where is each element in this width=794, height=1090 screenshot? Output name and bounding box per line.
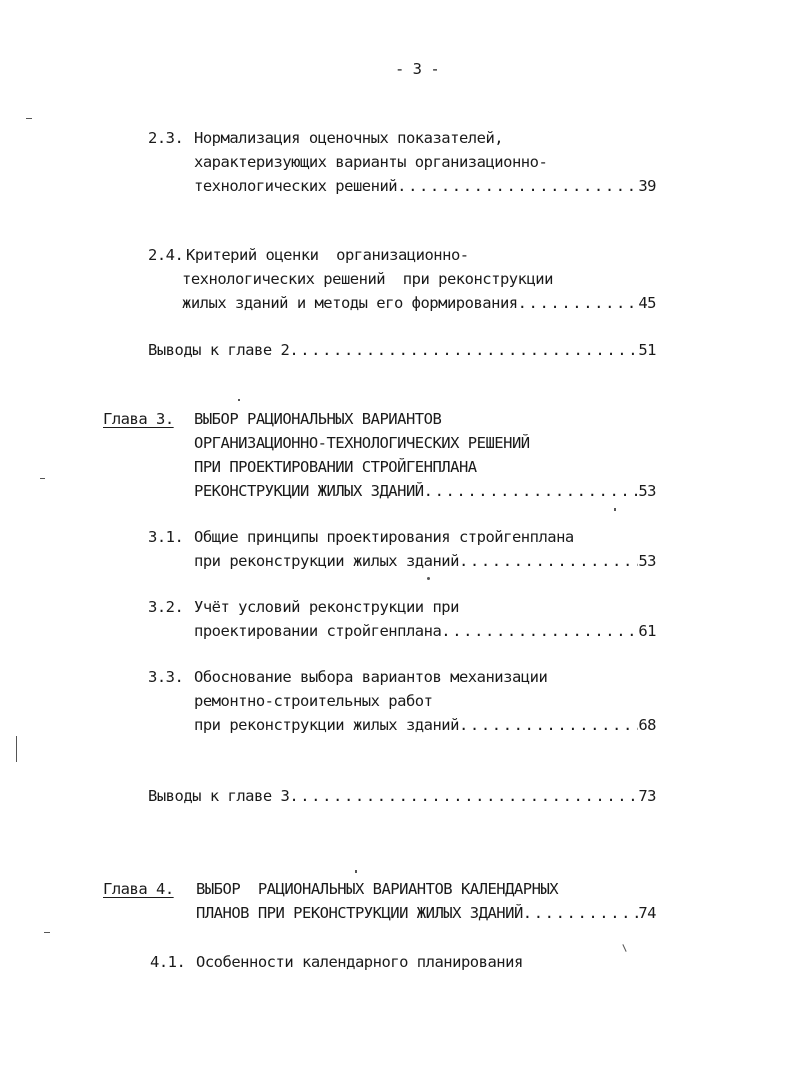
scan-mark [622, 944, 626, 952]
toc-title-2-4-line-1: Критерий оценки организационно- [186, 246, 469, 264]
toc-title-2-3-line-1: Нормализация оценочных показателей, [194, 129, 504, 147]
toc-number-2-3: 2.3. [148, 129, 184, 147]
toc-entry-3-2-last-line[interactable] [194, 624, 656, 640]
toc-title-2-3-line-2: характеризующих варианты организационно- [194, 153, 548, 171]
scan-mark [614, 508, 616, 511]
toc-chapter-3-line-3: ПРИ ПРОЕКТИРОВАНИИ СТРОЙГЕНПЛАНА [194, 458, 477, 476]
dot-leader [459, 718, 638, 734]
scan-mark [427, 577, 430, 580]
toc-number-3-2: 3.2. [148, 598, 184, 616]
toc-number-4-1: 4.1. [150, 953, 186, 971]
dot-leader [289, 343, 638, 359]
toc-page-3-2: 61 [638, 622, 656, 640]
toc-entry-2-3-last-line[interactable] [194, 179, 656, 195]
toc-page-2-3: 39 [638, 177, 656, 195]
scan-mark [44, 932, 50, 933]
dot-leader [523, 906, 639, 922]
scan-mark [16, 736, 17, 762]
toc-page-2-4: 45 [638, 294, 656, 312]
toc-page-3-3: 68 [638, 716, 656, 734]
toc-title-conclusions-3: Выводы к главе 3 [148, 787, 290, 805]
toc-chapter-3-line-1: ВЫБОР РАЦИОНАЛЬНЫХ ВАРИАНТОВ [194, 410, 442, 428]
toc-page-conclusions-2: 51 [638, 341, 656, 359]
toc-chapter-3-line-2: ОРГАНИЗАЦИОННО-ТЕХНОЛОГИЧЕСКИХ РЕШЕНИЙ [194, 434, 530, 452]
toc-entry-3-3-last-line[interactable] [194, 718, 656, 734]
scan-mark [355, 870, 357, 873]
dot-leader [459, 554, 638, 570]
dot-leader [424, 484, 639, 500]
toc-number-3-3: 3.3. [148, 668, 184, 686]
toc-title-2-3-line-3: технологических решений [194, 177, 398, 195]
toc-entry-chapter-4-last-line[interactable] [196, 906, 656, 922]
toc-title-3-3-line-3: при реконструкции жилых зданий [194, 716, 459, 734]
page-number: - 3 - [395, 60, 440, 78]
toc-number-3-1: 3.1. [148, 528, 184, 546]
scan-mark [40, 478, 45, 479]
toc-title-3-3-line-2: ремонтно-строительных работ [194, 692, 433, 710]
toc-entry-3-1-last-line[interactable] [194, 554, 656, 570]
toc-chapter-4-line-1: ВЫБОР РАЦИОНАЛЬНЫХ ВАРИАНТОВ КАЛЕНДАРНЫХ [196, 880, 559, 898]
toc-title-3-2-line-1: Учёт условий реконструкции при [194, 598, 459, 616]
toc-title-2-4-line-3: жилых зданий и методы его формирования [182, 294, 518, 312]
toc-page-conclusions-3: 73 [638, 787, 656, 805]
toc-chapter-3-label: Глава 3. [103, 410, 174, 428]
toc-chapter-3-line-4: РЕКОНСТРУКЦИИ ЖИЛЫХ ЗДАНИЙ [194, 482, 424, 500]
scan-mark [26, 118, 32, 119]
toc-entry-conclusions-2[interactable] [148, 343, 656, 359]
toc-title-3-3-line-1: Обоснование выбора вариантов механизации [194, 668, 548, 686]
toc-entry-chapter-3-last-line[interactable] [194, 484, 656, 500]
toc-entry-conclusions-3[interactable] [148, 789, 656, 805]
toc-number-2-4: 2.4. [148, 246, 184, 264]
dot-leader [518, 296, 639, 312]
dot-leader [289, 789, 638, 805]
toc-chapter-4-line-2: ПЛАНОВ ПРИ РЕКОНСТРУКЦИИ ЖИЛЫХ ЗДАНИЙ [196, 904, 523, 922]
toc-page-3-1: 53 [638, 552, 656, 570]
toc-title-conclusions-2: Выводы к главе 2 [148, 341, 290, 359]
toc-title-4-1-line-1: Особенности календарного планирования [196, 953, 523, 971]
toc-title-3-1-line-1: Общие принципы проектирования стройгенплана [194, 528, 574, 546]
toc-chapter-4-label: Глава 4. [103, 880, 174, 898]
toc-title-3-1-line-2: при реконструкции жилых зданий [194, 552, 459, 570]
toc-page-chapter-3: 53 [638, 482, 656, 500]
toc-entry-2-4-last-line[interactable] [182, 296, 656, 312]
dot-leader [397, 179, 638, 195]
scan-mark [238, 399, 240, 401]
dot-leader [441, 624, 638, 640]
toc-page-chapter-4: 74 [638, 904, 656, 922]
toc-title-3-2-line-2: проектировании стройгенплана [194, 622, 442, 640]
toc-title-2-4-line-2: технологических решений при реконструкции [182, 270, 553, 288]
